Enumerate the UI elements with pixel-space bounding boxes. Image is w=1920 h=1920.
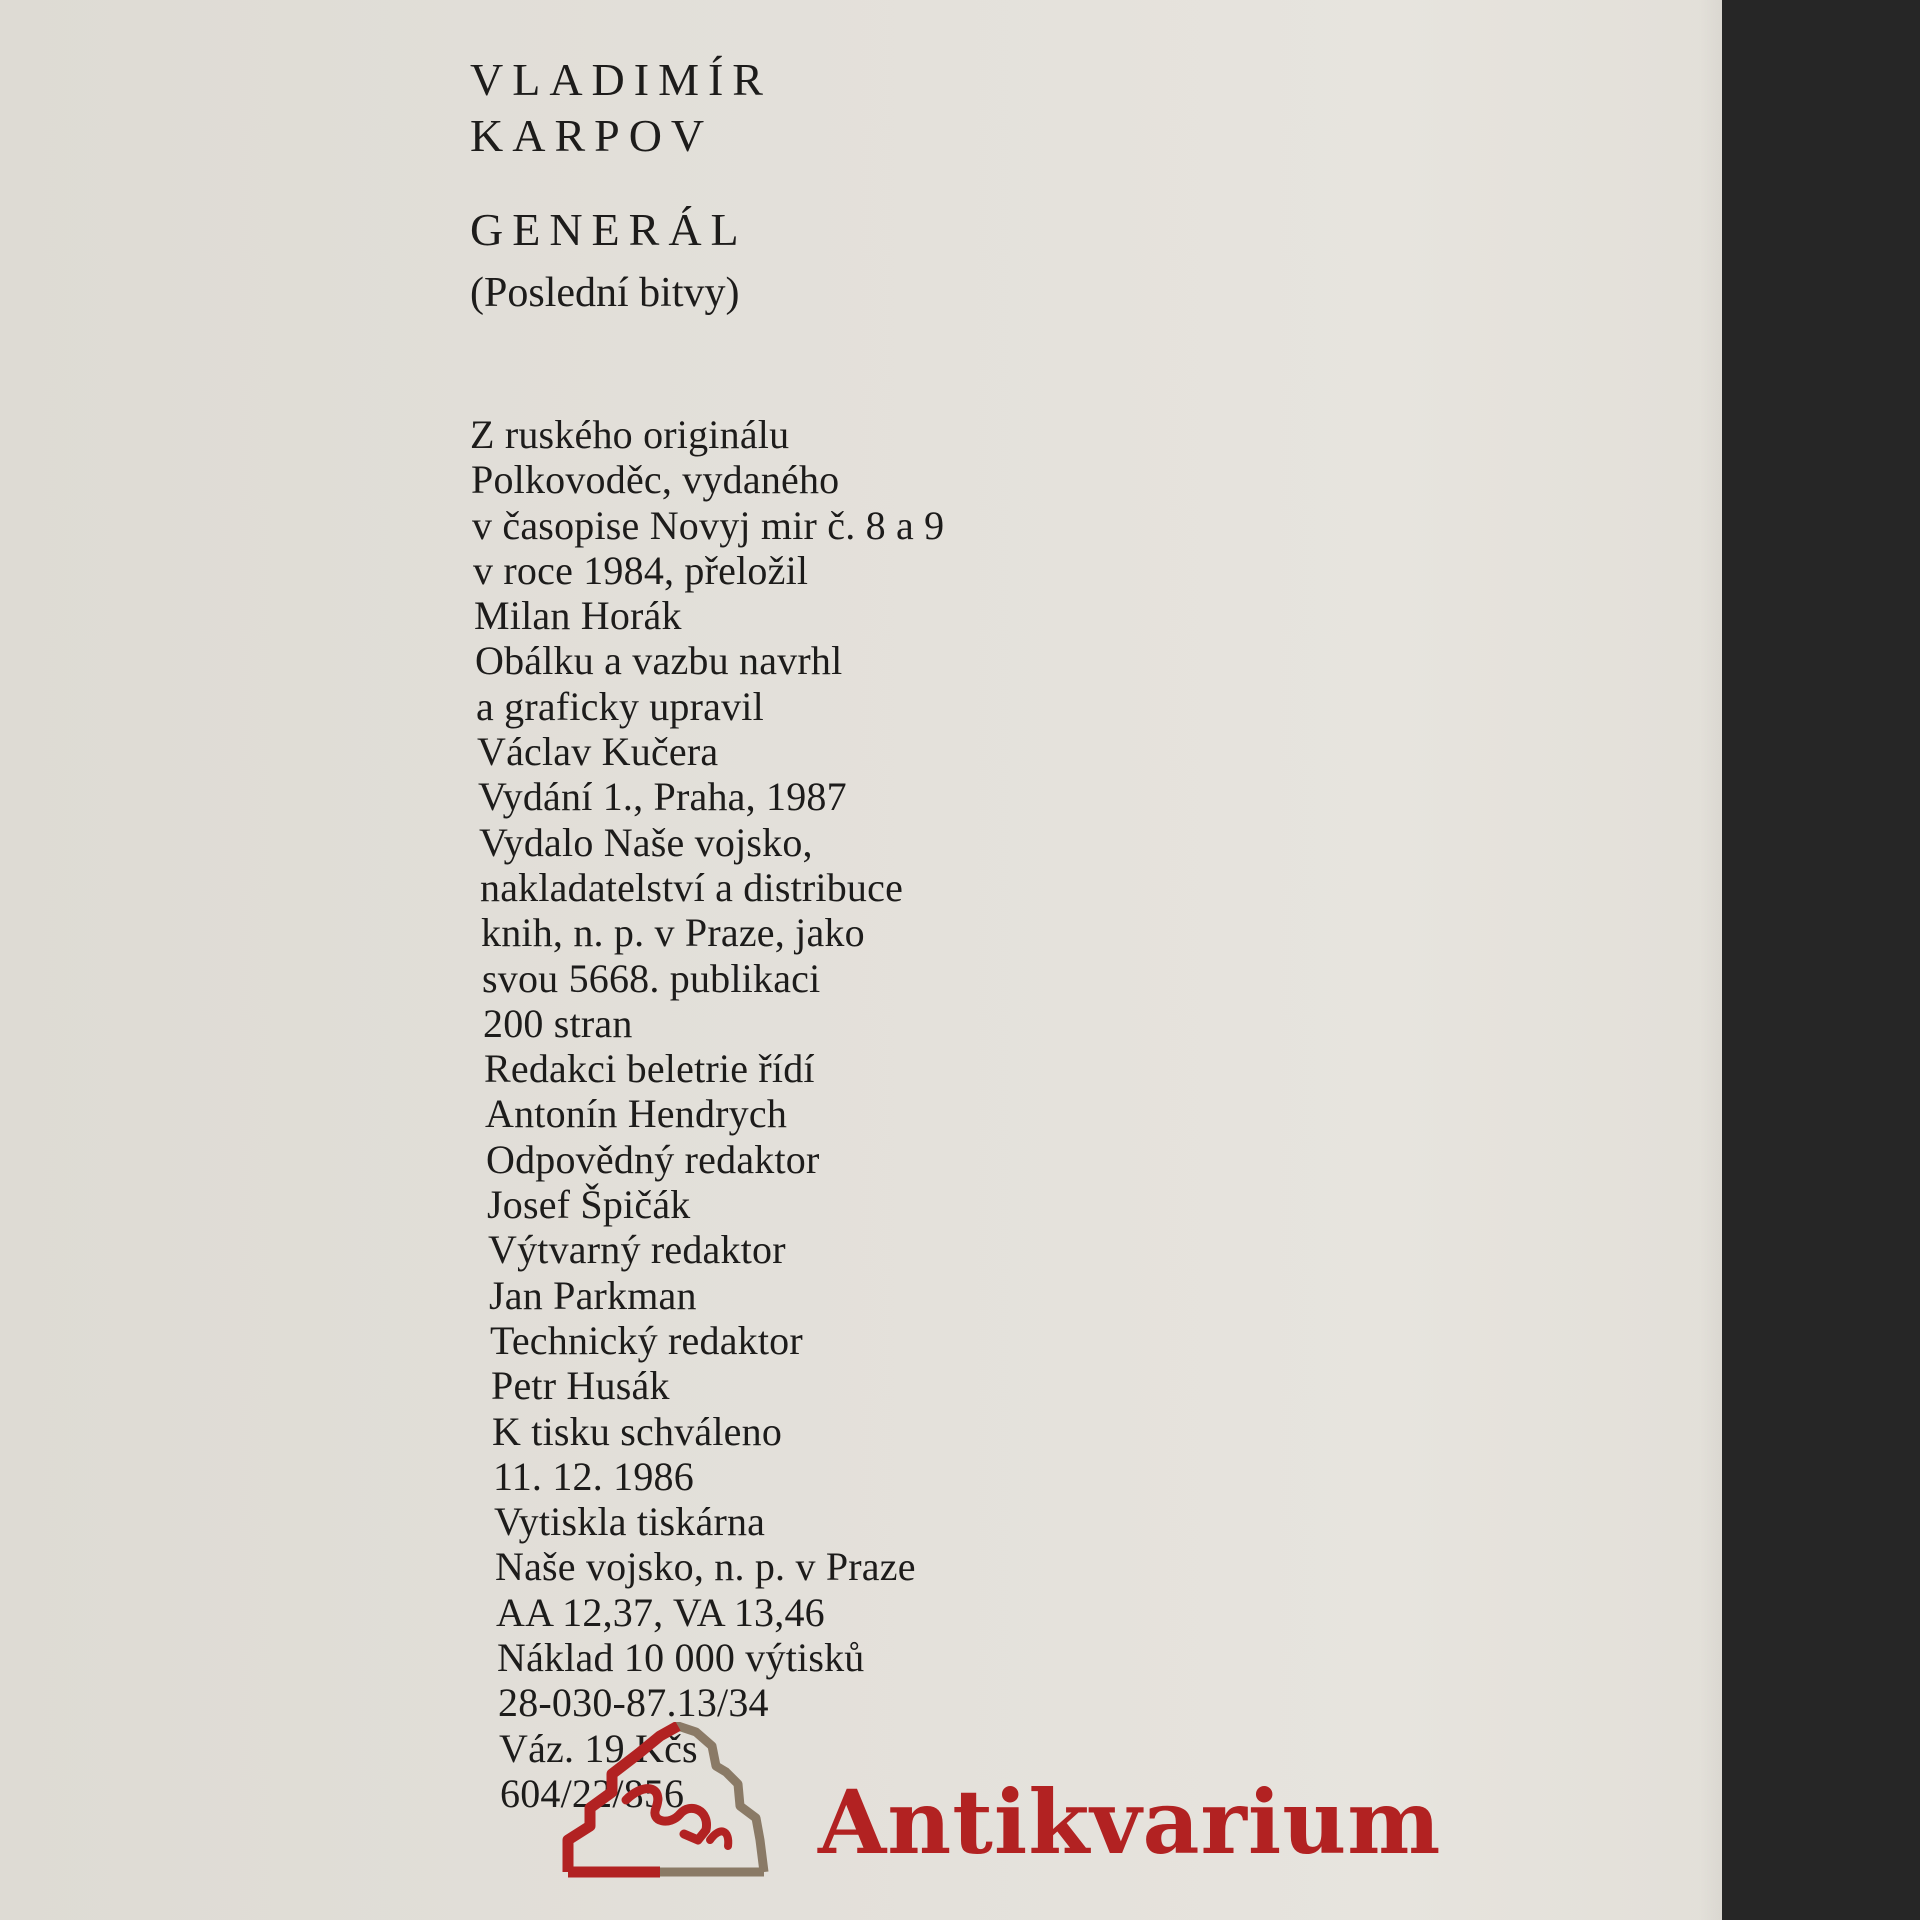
colophon-line: Jan Parkman bbox=[489, 1272, 697, 1318]
colophon-line: Antonín Hendrych bbox=[485, 1091, 788, 1137]
colophon-line: 604/22/856 bbox=[500, 1770, 685, 1816]
colophon-line: Z ruského originálu bbox=[470, 412, 790, 457]
book-subtitle: (Poslední bitvy) bbox=[470, 270, 740, 316]
colophon-line: Vytiskla tiskárna bbox=[494, 1499, 766, 1545]
colophon-line: Redakci beletrie řídí bbox=[484, 1046, 815, 1092]
colophon-line: Odpovědný redaktor bbox=[486, 1136, 820, 1182]
colophon-line: a graficky upravil bbox=[476, 683, 764, 729]
colophon-line: v časopise Novyj mir č. 8 a 9 bbox=[472, 502, 945, 548]
colophon-line: K tisku schváleno bbox=[492, 1408, 783, 1454]
antikvarium-logo-icon bbox=[560, 1722, 780, 1882]
colophon-line: v roce 1984, přeložil bbox=[473, 547, 809, 593]
colophon-line: Polkovoděc, vydaného bbox=[471, 457, 840, 503]
author-name bbox=[470, 52, 1370, 164]
author-first-name: VLADIMÍR bbox=[470, 54, 772, 105]
colophon-line: Vydalo Naše vojsko, bbox=[479, 819, 813, 865]
book-spine bbox=[1722, 0, 1920, 1920]
colophon-line: nakladatelství a distribuce bbox=[480, 864, 904, 910]
colophon bbox=[470, 412, 1370, 1816]
author-last-name: KARPOV bbox=[470, 110, 714, 161]
colophon-line: Petr Husák bbox=[491, 1363, 670, 1409]
colophon-line: Obálku a vazbu navrhl bbox=[475, 638, 843, 684]
watermark-logo bbox=[560, 1722, 1442, 1882]
colophon-line: Václav Kučera bbox=[477, 729, 719, 775]
colophon-line: Naše vojsko, n. p. v Praze bbox=[495, 1544, 916, 1590]
colophon-line: Váz. 19 Kčs bbox=[499, 1725, 698, 1771]
colophon-line: 200 stran bbox=[483, 1000, 633, 1046]
colophon-line: 11. 12. 1986 bbox=[493, 1453, 694, 1499]
colophon-line: 28-030-87.13/34 bbox=[498, 1680, 769, 1726]
colophon-line: Výtvarný redaktor bbox=[488, 1227, 786, 1273]
book-title: GENERÁL bbox=[470, 204, 748, 255]
title-page-text bbox=[470, 52, 1370, 1816]
colophon-line: knih, n. p. v Praze, jako bbox=[481, 910, 865, 956]
colophon-line: svou 5668. publikaci bbox=[482, 955, 821, 1001]
colophon-line: Josef Špičák bbox=[487, 1182, 691, 1228]
colophon-line: Náklad 10 000 výtisků bbox=[497, 1635, 865, 1681]
colophon-line: Technický redaktor bbox=[490, 1317, 803, 1363]
watermark-text: Antikvarium bbox=[818, 1770, 1442, 1874]
colophon-line: Milan Horák bbox=[474, 593, 682, 639]
colophon-line: AA 12,37, VA 13,46 bbox=[496, 1589, 825, 1635]
colophon-line: Vydání 1., Praha, 1987 bbox=[478, 774, 847, 820]
